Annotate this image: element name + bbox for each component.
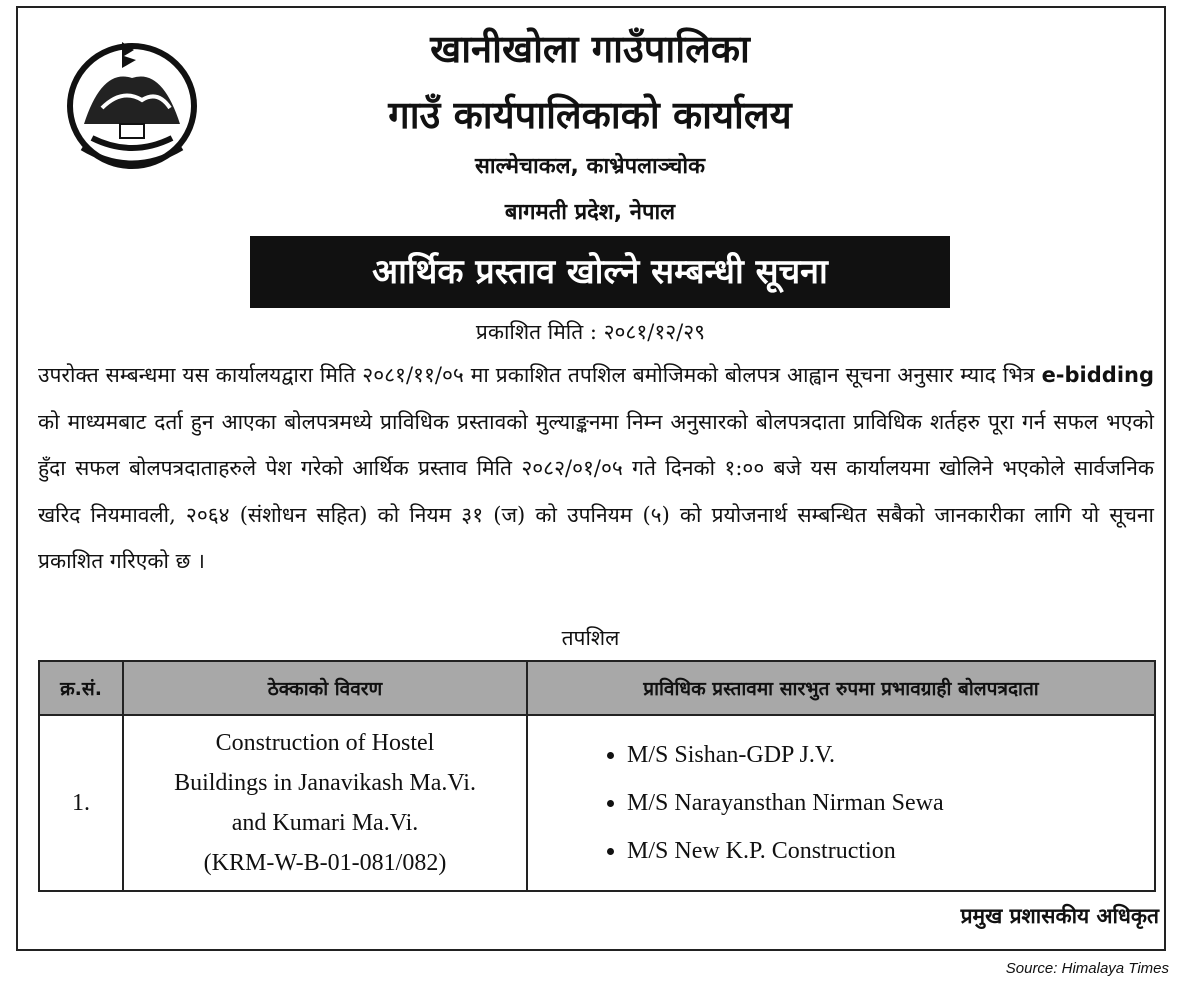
office-name: गाउँ कार्यपालिकाको कार्यालय (388, 93, 792, 137)
description-line: (KRM-W-B-01-081/082) (203, 850, 447, 876)
address-line-1: साल्मेचाकल, काभ्रेपलाञ्चोक (474, 154, 705, 179)
bidder-item: • M/S Sishan-GDP J.V. (627, 731, 1153, 779)
bidder-item: • M/S New K.P. Construction (627, 827, 1153, 875)
description-line: Buildings in Janavikash Ma.Vi. (174, 770, 476, 796)
bids-table (38, 660, 1156, 892)
table-header-row (39, 661, 1155, 715)
description-line: Construction of Hostel (215, 730, 435, 756)
body-part-2: को माध्यमबाट दर्ता हुन आएका बोलपत्रमध्ये प्राविधिक प्रस्तावको मुल्याङ्कनमा निम्न अनुसारको बोलपत्रदाता प्राविधिक शर्तहरु पूरा गर्न सफल भएको हुँदा सफल बोलपत्रदाताहरुले पेश गरेको आर्थिक प्रस्ताव मिति २०८२/०१/०५ गते दिनको १:०० बजे यस कार्यालयमा खोलिने भएकोले सार्वजनिक खरिद नियमावली, २०६४ (संशोधन सहित) को नियम ३१ (ज) को उपनियम (५) को प्रयोजनार्थ सम्बन्धित सबैको जानकारीका लागि यो सूचना प्रकाशित गरिएको छ । (38, 409, 1154, 573)
row-bidders (527, 715, 1155, 891)
municipality-name: खानीखोला गाउँपालिका (430, 27, 750, 71)
nepal-emblem-icon (62, 28, 202, 178)
notice-body (38, 352, 1154, 585)
address-line-2: बागमती प्रदेश, नेपाल (504, 200, 676, 225)
bidder-list (529, 731, 1153, 875)
notice-title: आर्थिक प्रस्ताव खोल्ने सम्बन्धी सूचना (250, 236, 950, 308)
col-header-bidders: प्राविधिक प्रस्तावमा सारभुत रुपमा प्रभावग्राही बोलपत्रदाता (527, 661, 1155, 715)
table-row (39, 715, 1155, 891)
row-description (123, 715, 527, 891)
body-part-1: उपरोक्त सम्बन्धमा यस कार्यालयद्वारा मिति २०८१/११/०५ मा प्रकाशित तपशिल बमोजिमको बोलपत्र आह्वान सूचना अनुसार म्याद भित्र (38, 363, 1035, 387)
row-sn: 1. (39, 715, 123, 891)
body-bold-term: e-bidding (1041, 363, 1154, 387)
bidder-item: • M/S Narayansthan Nirman Sewa (627, 779, 1153, 827)
source-credit: Source: Himalaya Times (1005, 960, 1169, 977)
signatory: प्रमुख प्रशासकीय अधिकृत (960, 904, 1159, 928)
published-date: प्रकाशित मिति : २०८१/१२/२९ (475, 320, 706, 344)
description-line: and Kumari Ma.Vi. (231, 810, 419, 836)
schedule-label: तपशिल (561, 626, 620, 650)
col-header-description: ठेक्काको विवरण (123, 661, 527, 715)
col-header-sn: क्र.सं. (39, 661, 123, 715)
